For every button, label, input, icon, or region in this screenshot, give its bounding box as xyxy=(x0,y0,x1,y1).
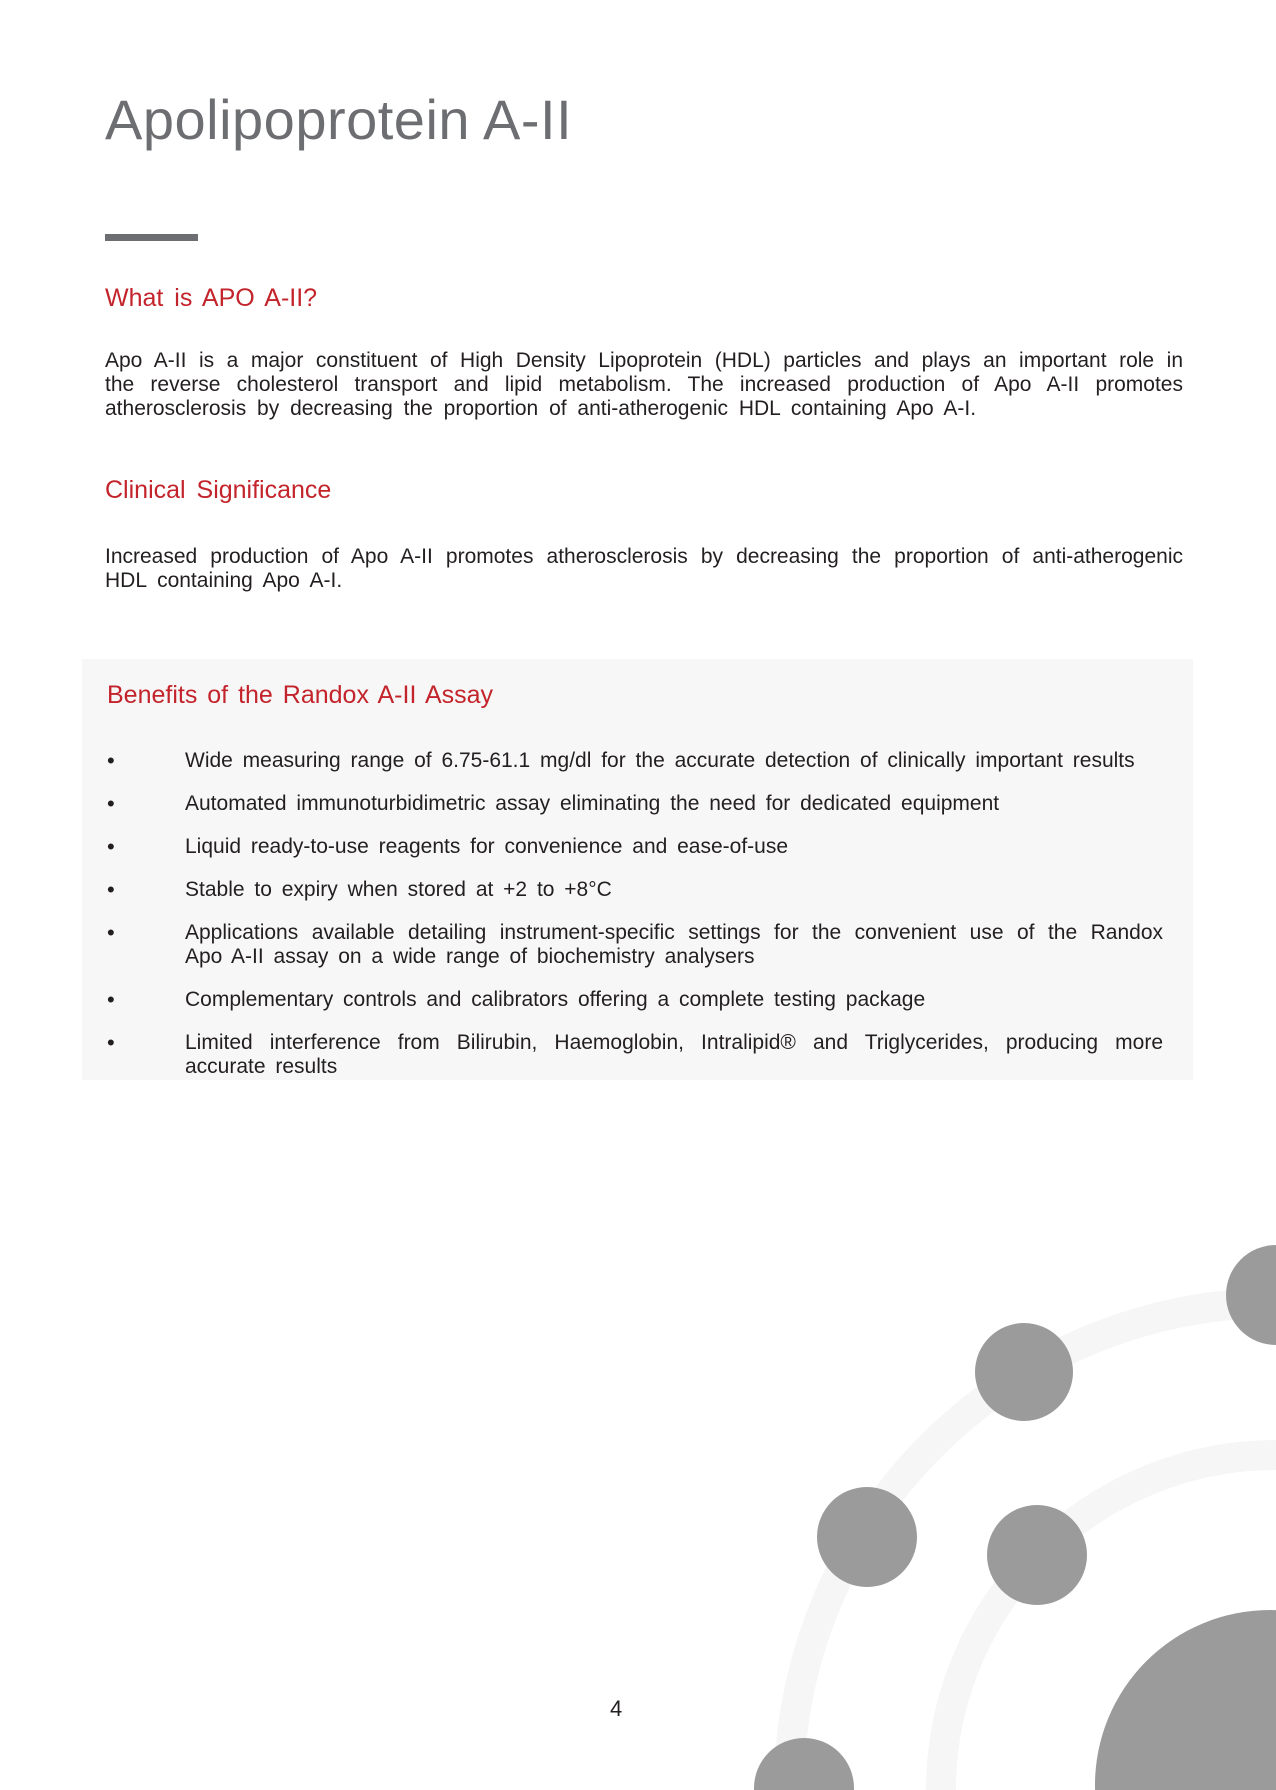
benefit-item: • Automated immunoturbidimetric assay eliminating the need for dedicated equipment xyxy=(107,792,1163,816)
page-number: 4 xyxy=(610,1696,623,1721)
benefits-list xyxy=(107,749,1163,1079)
orbit-node xyxy=(975,1323,1073,1421)
title-underline-bar xyxy=(105,234,198,241)
section-heading: Clinical Significance xyxy=(105,476,332,504)
orbit-node xyxy=(754,1738,854,1790)
benefits-heading: Benefits of the Randox A-II Assay xyxy=(107,681,494,709)
orbit-node-large xyxy=(1095,1610,1276,1790)
benefit-item: • Wide measuring range of 6.75-61.1 mg/dl for the accurate detection of clinically important results xyxy=(107,749,1163,773)
section-body: Increased production of Apo A-II promotes atherosclerosis by decreasing the proportion of anti-atherogenic HDL containing Apo A-I. xyxy=(105,545,1183,592)
page-title: Apolipoprotein A-II xyxy=(105,88,573,151)
benefit-item: • Applications available detailing instrument-specific settings for the convenient use of the Randox Apo A-II assay on a wide range of biochemistry analysers xyxy=(107,921,1163,969)
section-what-is-apo-a2 xyxy=(105,283,1183,421)
benefit-item: • Limited interference from Bilirubin, Haemoglobin, Intralipid® and Triglycerides, producing more accurate results xyxy=(107,1031,1163,1079)
benefit-item: • Liquid ready-to-use reagents for convenience and ease-of-use xyxy=(107,835,1163,859)
orbit-decoration-graphic xyxy=(575,1090,1276,1790)
benefits-box xyxy=(82,659,1193,1080)
orbit-node xyxy=(987,1505,1087,1605)
benefit-item: • Complementary controls and calibrators offering a complete testing package xyxy=(107,988,1163,1012)
section-body: Apo A-II is a major constituent of High Density Lipoprotein (HDL) particles and plays an important role in the reverse cholesterol transport and lipid metabolism. The increased production of Apo A-II promotes atherosclerosis by decreasing the proportion of anti-atherogenic HDL containing Apo A-I. xyxy=(105,349,1183,420)
orbit-node xyxy=(817,1487,917,1587)
orbit-node xyxy=(1226,1245,1276,1345)
section-heading: What is APO A-II? xyxy=(105,284,318,312)
section-clinical-significance xyxy=(105,475,1183,593)
benefit-item: • Stable to expiry when stored at +2 to +8°C xyxy=(107,878,1163,902)
